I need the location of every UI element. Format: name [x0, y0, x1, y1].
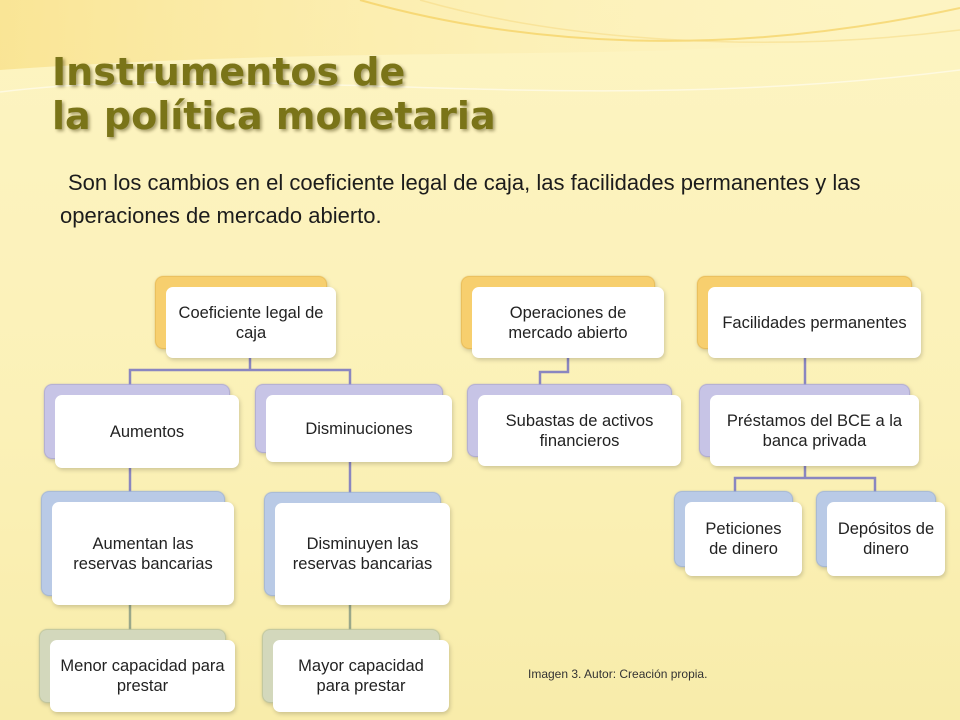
box-operaciones [472, 287, 664, 358]
box-aumentos [55, 395, 239, 468]
box-facilidades [708, 287, 921, 358]
connector-coef-to-children [130, 358, 350, 385]
box-depositos [827, 502, 945, 576]
box-operaciones-label: Operaciones de mercado abierto [508, 303, 628, 342]
title-line-2: la política monetaria [52, 94, 496, 138]
box-disminuyen-reservas-label: Disminuyen las reservas bancarias [292, 535, 433, 573]
box-prestamos [710, 395, 919, 466]
box-subastas [478, 395, 681, 466]
connector-operaciones-down [540, 358, 568, 385]
box-subastas-label: Subastas de activos financieros [505, 411, 654, 450]
box-prestamos-label: Préstamos del BCE a la banca privada [726, 411, 903, 450]
connector-prestamos-to-children [735, 466, 875, 492]
box-disminuyen-reservas [275, 503, 450, 605]
title-line-1: Instrumentos de [52, 50, 406, 94]
box-disminuciones-label: Disminuciones [305, 419, 413, 438]
box-disminuciones [266, 395, 452, 462]
box-coeficiente [166, 287, 336, 358]
subtitle: Son los cambios en el coeficiente legal de caja, las facilidades permanentes y las operaciones de mercado abierto. [60, 170, 861, 228]
box-peticiones-label: Peticiones de dinero [705, 520, 782, 558]
box-facilidades-label: Facilidades permanentes [722, 313, 907, 332]
box-mayor-capacidad [273, 640, 449, 712]
box-coeficiente-label: Coeficiente legal de caja [178, 303, 324, 342]
box-aumentos-label: Aumentos [109, 422, 185, 441]
box-aumentan-reservas-label: Aumentan las reservas bancarias [73, 534, 213, 573]
box-mayor-capacidad-label: Mayor capacidad para prestar [298, 657, 424, 695]
box-peticiones [685, 502, 802, 576]
box-aumentan-reservas [52, 502, 234, 605]
box-menor-capacidad [50, 640, 235, 712]
box-menor-capacidad-label: Menor capacidad para prestar [60, 657, 225, 695]
box-depositos-label: Depósitos de dinero [837, 520, 935, 558]
image-caption: Imagen 3. Autor: Creación propia. [528, 667, 708, 681]
